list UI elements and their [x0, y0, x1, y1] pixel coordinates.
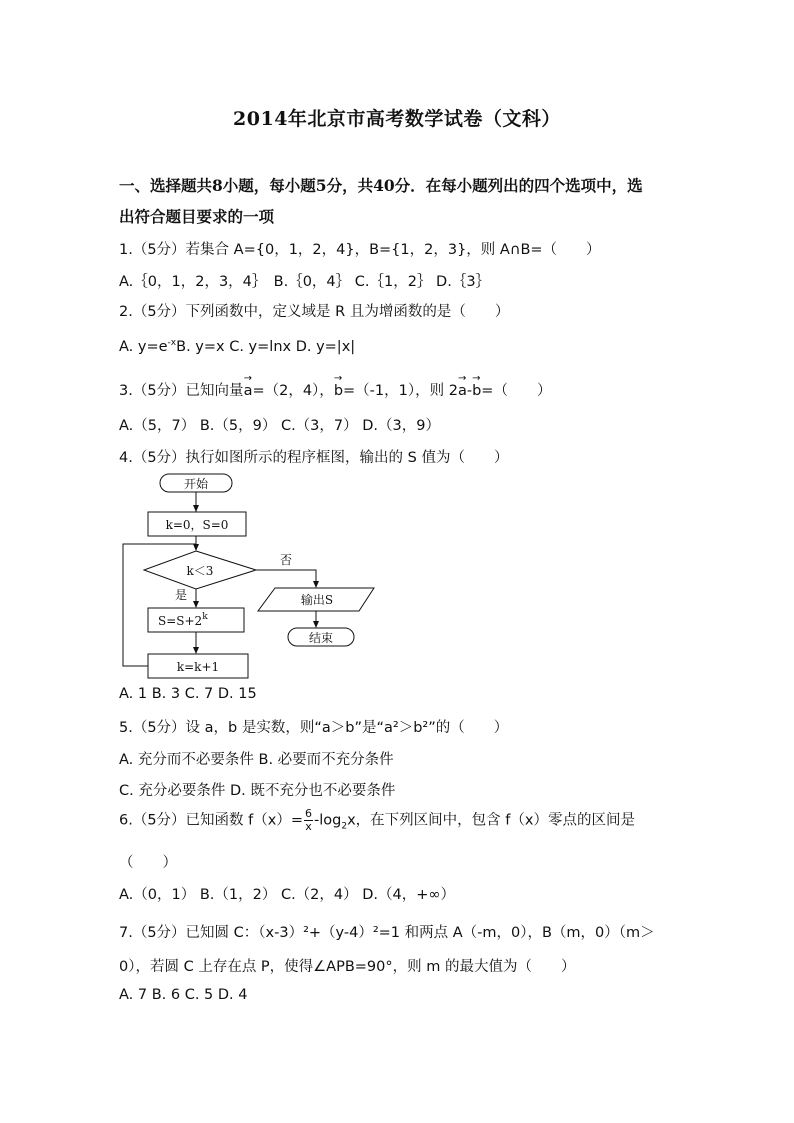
question-3-stem	[119, 379, 551, 400]
question-6-stem	[119, 808, 635, 833]
section-heading-line1: 一、选择题共8小题，每小题5分，共40分．在每小题列出的四个选项中，选	[119, 176, 643, 195]
flowchart-no-label: 否	[280, 553, 293, 567]
flowchart-end-label: 结束	[308, 631, 334, 645]
vector-a: → a	[244, 383, 253, 399]
vector-a: → a	[458, 383, 467, 399]
flowchart-yes-label: 是	[175, 588, 188, 602]
vector-b: → b	[334, 383, 343, 399]
question-2-options	[119, 338, 355, 355]
q6-suffix: x，在下列区间中，包含 f（x）零点的区间是	[347, 812, 635, 829]
q3-mid2: =（-1，1），则 2	[343, 383, 458, 399]
question-2-stem: 2.（5分）下列函数中，定义域是 R 且为增函数的是（ ）	[119, 304, 510, 320]
question-1-stem: 1.（5分）若集合 A={0，1，2，4}，B={1，2，3}，则 A∩B=（ ）	[119, 242, 601, 258]
flowchart-condition-label: k＜3	[186, 564, 214, 578]
fraction-denominator: x	[305, 820, 312, 833]
page-title: 2014年北京市高考数学试卷（文科）	[233, 108, 561, 130]
question-5-options-row1: A. 充分而不必要条件 B. 必要而不充分条件	[119, 752, 394, 768]
q2-option-a-exponent: -x	[167, 338, 177, 348]
question-4-stem: 4.（5分）执行如图所示的程序框图，输出的 S 值为（ ）	[119, 450, 509, 466]
question-5-options-row2: C. 充分必要条件 D. 既不充分也不必要条件	[119, 783, 396, 799]
fraction-numerator: 6	[305, 807, 313, 820]
flowchart-start-label: 开始	[183, 477, 209, 491]
flowchart-no-branch-line	[256, 570, 316, 584]
question-4-options: A. 1 B. 3 C. 7 D. 15	[119, 686, 257, 702]
flowchart-body-exponent: k	[202, 612, 208, 622]
question-7-continuation: 0），若圆 C 上存在点 P，使得∠APB=90°，则 m 的最大值为（ ）	[119, 959, 576, 975]
flowchart-output-label: 输出S	[300, 593, 334, 607]
q3-suffix: =（ ）	[481, 383, 552, 399]
q6-log: -log	[314, 812, 342, 829]
q3-minus: -	[466, 383, 473, 399]
flowchart-body-text: S=S+2	[158, 614, 203, 628]
q2-options-rest: B. y=x C. y=lnx D. y=|x|	[176, 338, 356, 355]
q6-log-base: 2	[341, 821, 348, 832]
section-heading-line2: 出符合题目要求的一项	[119, 207, 275, 226]
vector-b: → b	[472, 383, 481, 399]
flowchart-init-label: k=0，S=0	[165, 518, 229, 532]
q6-prefix: 6.（5分）已知函数 f（x）=	[119, 812, 304, 829]
question-7-stem: 7.（5分）已知圆 C：（x-3）²+（y-4）²=1 和两点 A（-m，0），B（m，0）（m＞	[119, 925, 655, 941]
question-5-stem: 5.（5分）设 a，b 是实数，则“a＞b”是“a²＞b²”的（ ）	[119, 720, 509, 736]
q3-prefix: 3.（5分）已知向量	[119, 383, 244, 399]
flowchart-increment-label: k=k+1	[176, 660, 220, 674]
program-flowchart	[118, 468, 378, 683]
question-6-continuation: （ ）	[119, 855, 177, 871]
fraction-6-over-x	[304, 808, 313, 833]
flowchart-loop-back-line	[123, 544, 196, 666]
flowchart-body-label	[158, 612, 208, 628]
question-1-options: A.｛0，1，2，3，4｝ B.｛0，4｝ C.｛1，2｝ D.｛3｝	[119, 274, 491, 290]
question-7-options: A. 7 B. 6 C. 5 D. 4	[119, 987, 248, 1003]
question-3-options: A.（5，7） B.（5，9） C.（3，7） D.（3，9）	[119, 418, 440, 434]
q2-option-a: A. y=e	[119, 338, 168, 355]
question-6-options: A.（0，1） B.（1，2） C.（2，4） D.（4，+∞）	[119, 887, 455, 903]
q3-mid1: =（2，4），	[252, 383, 334, 399]
